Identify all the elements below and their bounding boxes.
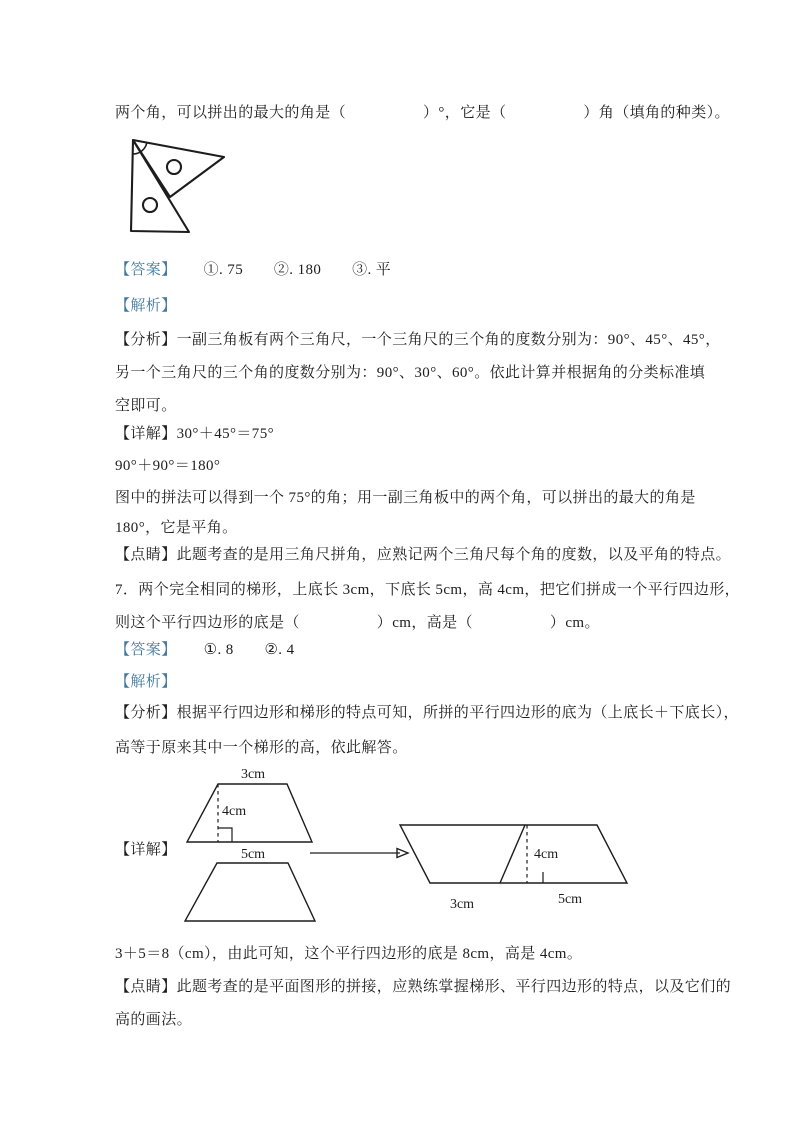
parallelogram-shape: [400, 825, 627, 883]
trapezoid-parallelogram-figure: [160, 758, 670, 933]
answer-line-2: [115, 640, 295, 660]
analysis-1-line-2: 另一个三角尺的三个角的度数分别为：90°、30°、60°。依此计算并根据角的分类标准填: [115, 365, 706, 381]
parallelogram-join-line: [500, 825, 525, 883]
detail-1-line-4: 180°，它是平角。: [115, 520, 238, 536]
lower-triangle-shape: [131, 140, 189, 232]
upper-triangle-shape: [133, 140, 224, 197]
detail-2-label: 【详解】: [115, 842, 177, 858]
lower-triangle-hole: [143, 198, 157, 212]
parallelogram-left-base-label: 3cm: [449, 897, 475, 912]
detail-1-line-3: 图中的拼法可以得到一个 75°的角；用一副三角板中的两个角，可以拼出的最大的角是: [115, 490, 696, 506]
upper-triangle-hole: [167, 160, 181, 174]
answer-items-2: ①. 8 ②. 4: [203, 642, 295, 658]
question-6-text: 两个角，可以拼出的最大的角是（ ）°，它是（ ）角（填角的种类）。: [115, 105, 730, 121]
detail-2-result-line: 3＋5＝8（cm），由此可知，这个平行四边形的底是 8cm，高是 4cm。: [115, 946, 583, 962]
parallelogram-height-label: 4cm: [534, 847, 559, 862]
right-angle-mark: [218, 828, 232, 842]
parallelogram-right-base-label: 5cm: [557, 892, 583, 907]
analysis-1-line-3: 空即可。: [115, 398, 177, 414]
detail-1-line-2: 90°＋90°＝180°: [115, 458, 221, 474]
trapezoid-bottom-shape: [185, 863, 315, 921]
trapezoid-top-shape: [187, 784, 312, 842]
answer-label-1: 【答案】: [115, 262, 177, 278]
trapezoid-bottom-base-label: 5cm: [240, 847, 266, 862]
analysis-2-line-2: 高等于原来其中一个梯形的高，依此解答。: [115, 740, 408, 756]
detail-1-line-1: 【详解】30°＋45°＝75°: [115, 426, 274, 442]
comment-1: 【点睛】此题考查的是用三角尺拼角，应熟记两个三角尺每个角的度数，以及平角的特点。: [115, 547, 732, 563]
answer-items-1: ①. 75 ②. 180 ③. 平: [203, 262, 392, 278]
analysis-label-1: 【解析】: [115, 298, 177, 314]
trapezoid-height-label: 4cm: [222, 804, 247, 819]
analysis-2-line-1: 【分析】根据平行四边形和梯形的特点可知，所拼的平行四边形的底为（上底长＋下底长），: [115, 705, 739, 721]
comment-2-line-2: 高的画法。: [115, 1012, 193, 1028]
analysis-label-2: 【解析】: [115, 674, 177, 690]
triangle-rulers-figure: [124, 134, 236, 240]
answer-line-1: [115, 260, 391, 280]
analysis-1-line-1: 【分析】一副三角板有两个三角尺，一个三角尺的三个角的度数分别为：90°、45°、45°，: [115, 332, 721, 348]
answer-label-2: 【答案】: [115, 642, 177, 658]
trapezoid-top-base-label: 3cm: [240, 767, 266, 782]
question-7-line-2: 则这个平行四边形的底是（ ）cm，高是（ ）cm。: [115, 615, 600, 631]
comment-2-line-1: 【点睛】此题考查的是平面图形的拼接，应熟练掌握梯形、平行四边形的特点，以及它们的: [115, 979, 732, 995]
question-7-line-1: 7．两个完全相同的梯形，上底长 3cm，下底长 5cm，高 4cm，把它们拼成一个平行四边形，: [115, 582, 741, 598]
